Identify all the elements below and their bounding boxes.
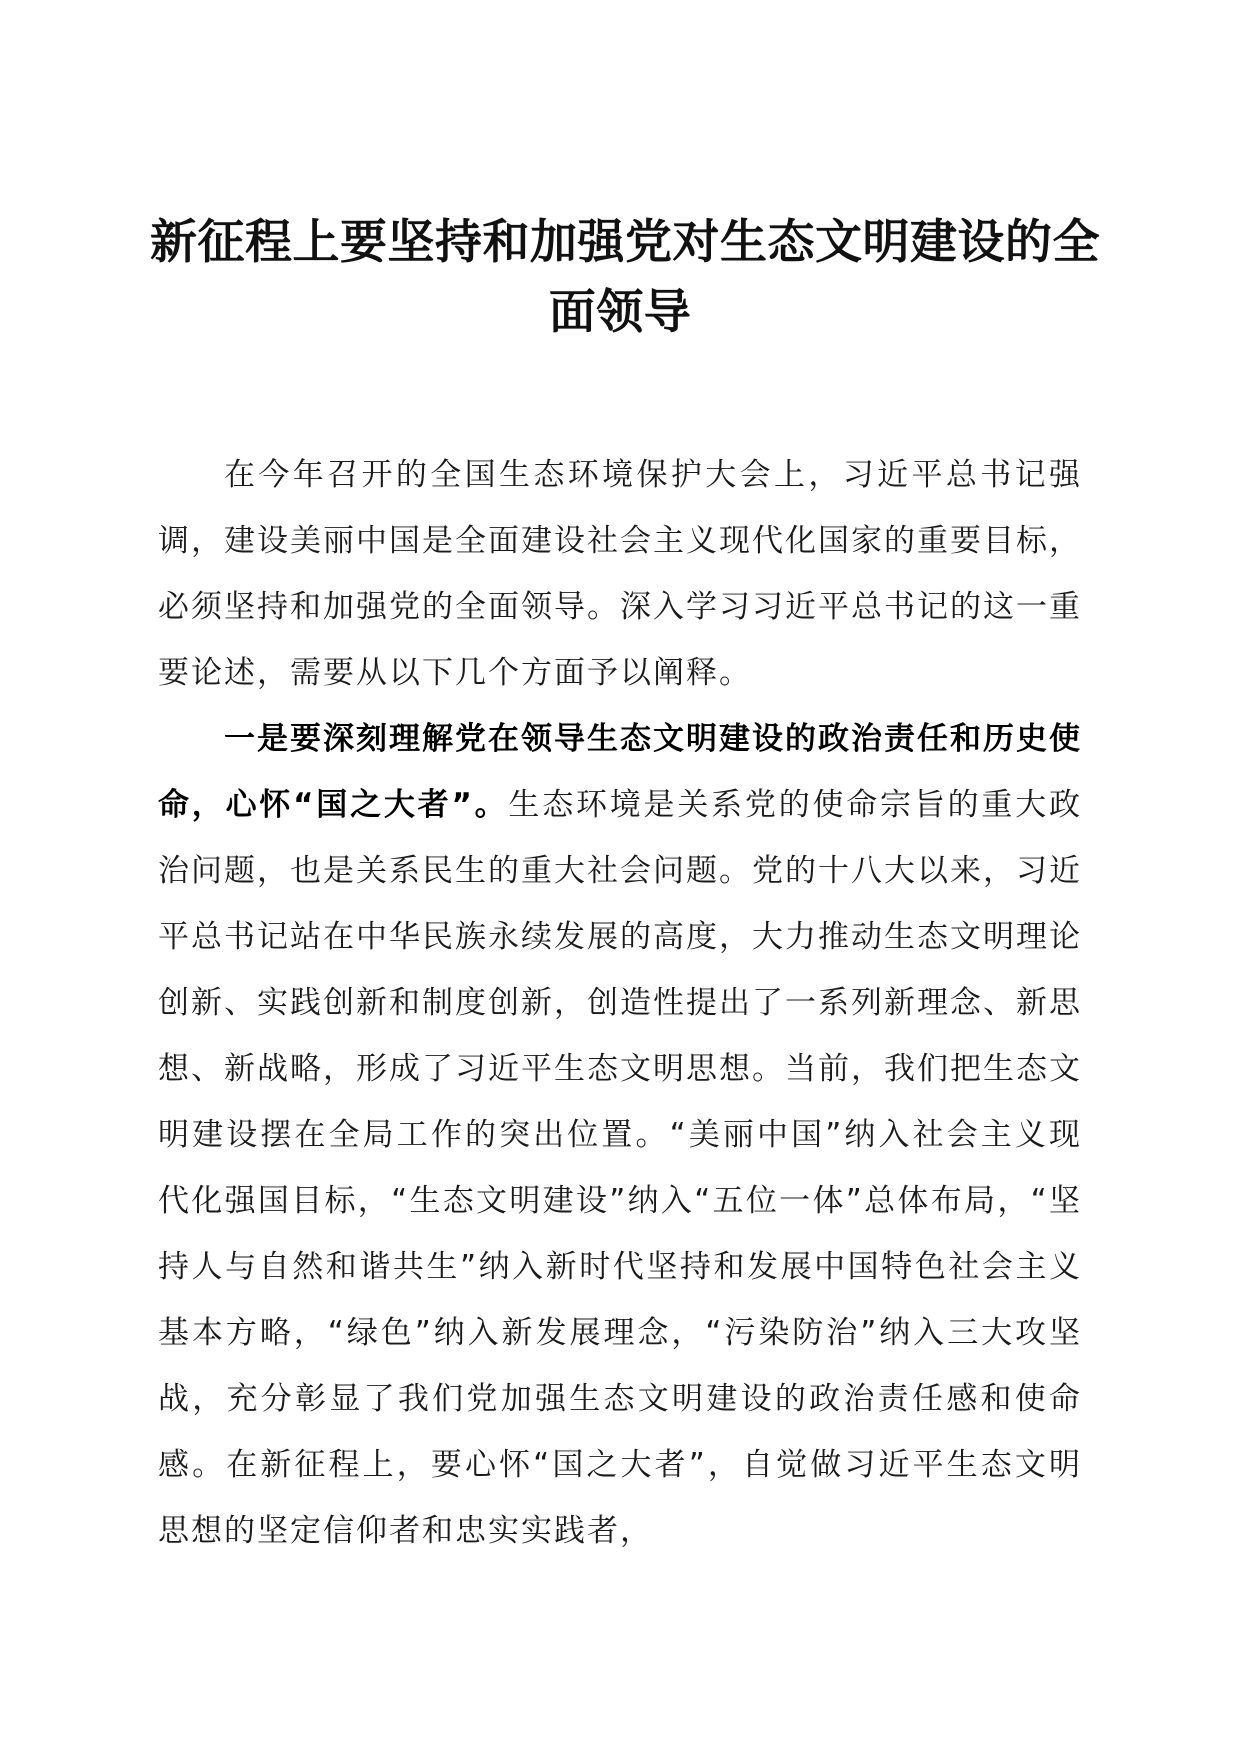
paragraph-intro: [158, 442, 1082, 706]
paragraph-point-one-text: 生态环境是关系党的使命宗旨的重大政治问题，也是关系民生的重大社会问题。党的十八大以来，习近平总书记站在中华民族永续发展的高度，大力推动生态文明理论创新、实践创新和制度创新，创造性提出了一系列新理念、新思想、新战略，形成了习近平生态文明思想。当前，我们把生态文明建设摆在全局工作的突出位置。“美丽中国”纳入社会主义现代化强国目标，“生态文明建设”纳入“五位一体”总体布局，“坚持人与自然和谐共生”纳入新时代坚持和发展中国特色社会主义基本方略，“绿色”纳入新发展理念，“污染防治”纳入三大攻坚战，充分彰显了我们党加强生态文明建设的政治责任感和使命感。在新征程上，要心怀“国之大者”，自觉做习近平生态文明思想的坚定信仰者和忠实实践者，: [158, 787, 1082, 1549]
paragraph-intro-text: 在今年召开的全国生态环境保护大会上，习近平总书记强调，建设美丽中国是全面建设社会主义现代化国家的重要目标，必须坚持和加强党的全面领导。深入学习习近平总书记的这一重要论述，需要从以下几个方面予以阐释。: [158, 457, 1082, 691]
title-line-2: 面领导: [548, 285, 692, 340]
paragraph-point-one: [158, 706, 1082, 1564]
title-line-1: 新征程上要坚持和加强党对生态文明建设的全: [150, 215, 1100, 270]
paragraph-point-one-heading: 一是要深刻理解党在领导生态文明建设的政治责任和历史使命，心怀“国之大者”。: [158, 721, 1082, 823]
page-title: [150, 208, 1100, 348]
document-body: [158, 442, 1082, 1564]
